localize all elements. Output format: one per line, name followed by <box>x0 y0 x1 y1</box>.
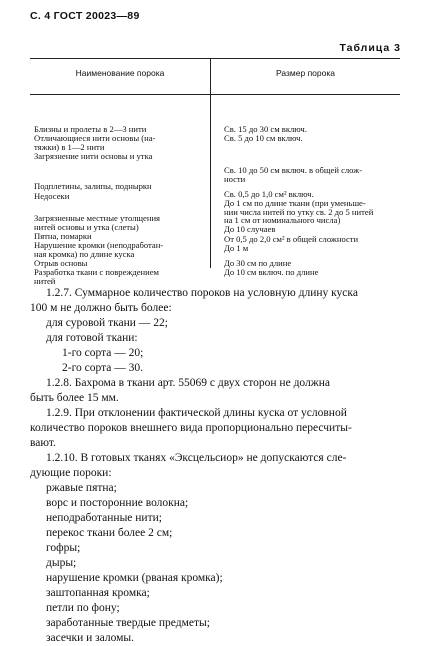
paragraph-1-2-10-cont: дующие пороки: <box>30 467 112 479</box>
defect-list-item: дыры; <box>46 557 77 569</box>
paragraph-1-2-9-cont: количество пороков внешнего вида пропорционально пересчиты- <box>30 422 352 434</box>
table-cell-name: Отличающиеся нити основы (на- тяжки) в 1—2 нити <box>34 133 156 152</box>
table-cell-size: Св. 15 до 30 см включ. <box>224 124 307 134</box>
table-cell-size: Св. 10 до 50 см включ. в общей слож- ности <box>224 165 363 184</box>
raw-fabric-limit: для суровой ткани — 22; <box>46 317 168 329</box>
paragraph-1-2-7: 1.2.7. Суммарное количество пороков на условную длину куска <box>46 287 358 299</box>
table-cell-name: Подплетины, залипы, подныркн <box>34 181 152 191</box>
table-header-rule <box>30 94 400 95</box>
table-cell-size: До 1 см по длине ткани (при уменьше- нии числа нитей по утку св. 2 до 5 нитей на 1 см от номинального числа) <box>224 198 374 226</box>
defect-list-item: засечки и заломы. <box>46 632 135 644</box>
table-cell-name: Загрязнение нити основы и утка <box>34 151 153 161</box>
body-text <box>30 286 402 646</box>
defect-list-item: заработанные твердые предметы; <box>46 617 210 629</box>
defect-list-item: петли по фону; <box>46 602 120 614</box>
paragraph-1-2-9-end: вают. <box>30 437 56 449</box>
grade-2-limit: 2-го сорта — 30. <box>62 362 143 374</box>
defect-list-item: ворс и посторонние волокна; <box>46 497 189 509</box>
table-cell-name: Пятна, помарки <box>34 231 92 241</box>
table-cell-name: Разработка ткани с повреждением нитей <box>34 267 159 286</box>
paragraph-1-2-8-cont: быть более 15 мм. <box>30 392 119 404</box>
defect-list-item: неподработанные нити; <box>46 512 162 524</box>
paragraph-1-2-9: 1.2.9. При отклонении фактической длины куска от условной <box>46 407 347 419</box>
defect-list-item: гофры; <box>46 542 81 554</box>
grade-1-limit: 1-го сорта — 20; <box>62 347 144 359</box>
paragraph-1-2-10: 1.2.10. В готовых тканях «Эксцельсиор» не допускаются сле- <box>46 452 347 464</box>
defects-table <box>30 58 400 286</box>
col-header-defect-name: Наименование порока <box>75 68 165 78</box>
paragraph-1-2-8: 1.2.8. Бахрома в ткани арт. 55069 с двух сторон не должна <box>46 377 330 389</box>
table-cell-size: Св. 5 до 10 см включ. <box>224 133 303 143</box>
table-cell-size: От 0,5 до 2,0 см² в общей сложности <box>224 234 359 244</box>
table-caption: Таблица 3 <box>339 42 401 54</box>
table-column-divider <box>210 58 211 268</box>
defect-list-item: ржавые пятна; <box>46 482 117 494</box>
table-cell-name: Отрыв основы <box>34 258 88 268</box>
col-header-defect-size: Размер порока <box>276 68 335 78</box>
defect-list-item: заштопанная кромка; <box>46 587 150 599</box>
table-top-rule <box>30 58 400 59</box>
table-cell-size: До 10 случаев <box>224 224 276 234</box>
table-cell-name: Загрязненные местные утолщения нитей основы и утка (слеты) <box>34 213 161 232</box>
defect-list-item: перекос ткани более 2 см; <box>46 527 173 539</box>
table-cell-name: Нарушение кромки (неподработан- ная кромка) по длине куска <box>34 240 164 259</box>
table-cell-size: До 30 см по длине <box>224 258 292 268</box>
paragraph-1-2-7-cont: 100 м не должно быть более: <box>30 302 172 314</box>
finished-fabric-label: для готовой ткани: <box>46 332 138 344</box>
defect-list-item: нарушение кромки (рваная кромка); <box>46 572 223 584</box>
page-header: С. 4 ГОСТ 20023—89 <box>30 10 140 22</box>
table-cell-size: До 1 м <box>224 243 249 253</box>
table-cell-size: До 10 см включ. по длине <box>224 267 319 277</box>
table-cell-name: Близны и пролеты в 2—3 нити <box>34 124 147 134</box>
table-cell-name: Недосеки <box>34 191 70 201</box>
table-cell-size: Св. 0,5 до 1,0 см² включ. <box>224 189 314 199</box>
